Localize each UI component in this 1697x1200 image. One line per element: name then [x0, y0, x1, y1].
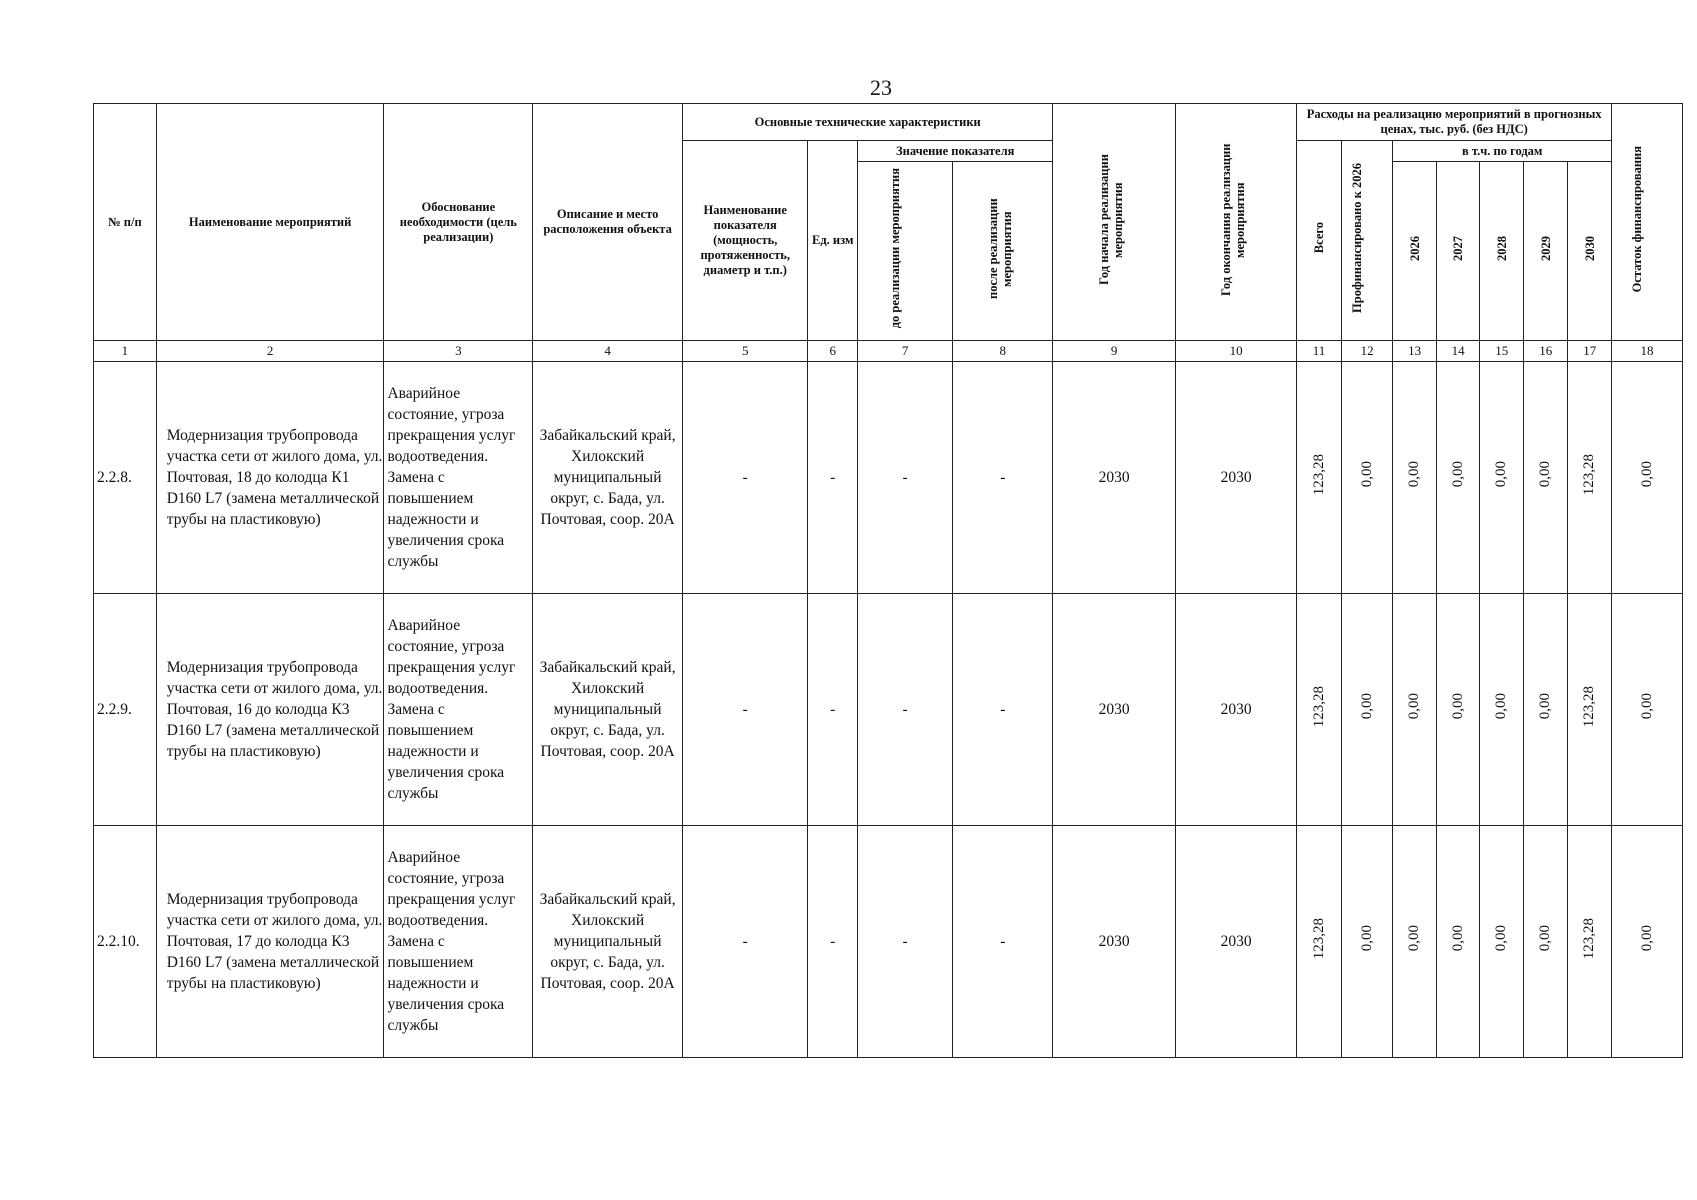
measure-location: Забайкальский край, Хилокский муниципальный округ, с. Бада, ул. Почтовая, соор. 20А — [533, 594, 683, 826]
header-costs-group: Расходы на реализацию мероприятий в прогнозных ценах, тыс. руб. (без НДС) — [1297, 104, 1612, 141]
start-year: 2030 — [1053, 594, 1175, 826]
cost-financed: 0,00 — [1341, 362, 1393, 594]
col-number: 9 — [1053, 341, 1175, 362]
cost-2027: 0,00 — [1436, 362, 1480, 594]
header-years-group: в т.ч. по годам — [1393, 141, 1612, 162]
header-col-11: Всего — [1297, 141, 1342, 341]
end-year: 2030 — [1175, 594, 1296, 826]
cost-2029: 0,00 — [1523, 594, 1568, 826]
header-col-4: Описание и место расположения объекта — [533, 104, 683, 341]
cost-remainder: 0,00 — [1612, 362, 1683, 594]
value-after: - — [953, 826, 1053, 1058]
value-before: - — [858, 594, 953, 826]
col-number: 11 — [1297, 341, 1342, 362]
row-number: 2.2.10. — [94, 826, 157, 1058]
col-number: 4 — [533, 341, 683, 362]
value-before: - — [858, 362, 953, 594]
measure-location: Забайкальский край, Хилокский муниципальный округ, с. Бада, ул. Почтовая, соор. 20А — [533, 362, 683, 594]
value-after: - — [953, 362, 1053, 594]
column-numbers-row — [94, 341, 1683, 362]
unit: - — [808, 362, 858, 594]
col-number: 18 — [1612, 341, 1683, 362]
value-after: - — [953, 594, 1053, 826]
table-row — [94, 362, 1683, 594]
cost-financed: 0,00 — [1341, 594, 1393, 826]
col-number: 14 — [1436, 341, 1480, 362]
header-col-15: 2028 — [1480, 162, 1524, 341]
cost-2030: 123,28 — [1568, 826, 1612, 1058]
header-col-6: Ед. изм — [808, 141, 858, 341]
cost-2027: 0,00 — [1436, 826, 1480, 1058]
header-tech-group: Основные технические характеристики — [682, 104, 1052, 141]
row-number: 2.2.9. — [94, 594, 157, 826]
header-col-2: Наименование мероприятий — [156, 104, 384, 341]
measure-reason: Аварийное состояние, угроза прекращения услуг водоотведения. Замена с повышением надежности и увеличения срока службы — [384, 362, 533, 594]
cost-total: 123,28 — [1297, 362, 1342, 594]
start-year: 2030 — [1053, 362, 1175, 594]
measure-location: Забайкальский край, Хилокский муниципальный округ, с. Бада, ул. Почтовая, соор. 20А — [533, 826, 683, 1058]
header-col-12: Профинансировано к 2026 — [1341, 141, 1393, 341]
cost-2029: 0,00 — [1523, 362, 1568, 594]
col-number: 10 — [1175, 341, 1296, 362]
col-number: 2 — [156, 341, 384, 362]
indicator-name: - — [682, 362, 807, 594]
page-number: 23 — [870, 75, 892, 100]
header-col-10: Год окончания реализации мероприятия — [1175, 104, 1296, 341]
col-number: 6 — [808, 341, 858, 362]
cost-2028: 0,00 — [1480, 362, 1524, 594]
header-col-18: Остаток финансирования — [1612, 104, 1683, 341]
value-before: - — [858, 826, 953, 1058]
col-number: 5 — [682, 341, 807, 362]
measure-name: Модернизация трубопровода участка сети от жилого дома, ул. Почтовая, 18 до колодца К1 D160 L7 (замена металлической трубы на пластиковую) — [156, 362, 384, 594]
cost-2027: 0,00 — [1436, 594, 1480, 826]
header-col-5: Наименование показателя (мощность, протяженность, диаметр и т.п.) — [682, 141, 807, 341]
col-number: 8 — [953, 341, 1053, 362]
header-col-17: 2030 — [1568, 162, 1612, 341]
cost-2029: 0,00 — [1523, 826, 1568, 1058]
col-number: 15 — [1480, 341, 1524, 362]
start-year: 2030 — [1053, 826, 1175, 1058]
col-number: 12 — [1341, 341, 1393, 362]
cost-2026: 0,00 — [1393, 362, 1437, 594]
indicator-name: - — [682, 826, 807, 1058]
cost-2030: 123,28 — [1568, 362, 1612, 594]
measure-reason: Аварийное состояние, угроза прекращения услуг водоотведения. Замена с повышением надежности и увеличения срока службы — [384, 594, 533, 826]
table-row — [94, 826, 1683, 1058]
col-number: 1 — [94, 341, 157, 362]
header-col-8: после реализации мероприятия — [953, 162, 1053, 341]
cost-remainder: 0,00 — [1612, 594, 1683, 826]
col-number: 16 — [1523, 341, 1568, 362]
header-col-9: Год начала реализации мероприятия — [1053, 104, 1175, 341]
cost-2026: 0,00 — [1393, 826, 1437, 1058]
measure-name: Модернизация трубопровода участка сети от жилого дома, ул. Почтовая, 17 до колодца К3 D160 L7 (замена металлической трубы на пластиковую) — [156, 826, 384, 1058]
col-number: 17 — [1568, 341, 1612, 362]
unit: - — [808, 826, 858, 1058]
cost-financed: 0,00 — [1341, 826, 1393, 1058]
col-number: 3 — [384, 341, 533, 362]
row-number: 2.2.8. — [94, 362, 157, 594]
cost-2026: 0,00 — [1393, 594, 1437, 826]
measure-reason: Аварийное состояние, угроза прекращения услуг водоотведения. Замена с повышением надежности и увеличения срока службы — [384, 826, 533, 1058]
header-col-16: 2029 — [1523, 162, 1568, 341]
cost-2030: 123,28 — [1568, 594, 1612, 826]
header-row-1 — [94, 104, 1683, 141]
cost-total: 123,28 — [1297, 594, 1342, 826]
cost-2028: 0,00 — [1480, 826, 1524, 1058]
header-col-7: до реализации мероприятия — [858, 162, 953, 341]
unit: - — [808, 594, 858, 826]
cost-total: 123,28 — [1297, 826, 1342, 1058]
measure-name: Модернизация трубопровода участка сети от жилого дома, ул. Почтовая, 16 до колодца К3 D160 L7 (замена металлической трубы на пластиковую) — [156, 594, 384, 826]
header-col-1: № п/п — [94, 104, 157, 341]
indicator-name: - — [682, 594, 807, 826]
end-year: 2030 — [1175, 826, 1296, 1058]
table-row — [94, 594, 1683, 826]
col-number: 7 — [858, 341, 953, 362]
col-number: 13 — [1393, 341, 1437, 362]
header-value-group: Значение показателя — [858, 141, 1053, 162]
cost-remainder: 0,00 — [1612, 826, 1683, 1058]
header-col-14: 2027 — [1436, 162, 1480, 341]
header-col-13: 2026 — [1393, 162, 1437, 341]
investment-table — [93, 103, 1683, 1058]
cost-2028: 0,00 — [1480, 594, 1524, 826]
header-col-3: Обоснование необходимости (цель реализации) — [384, 104, 533, 341]
end-year: 2030 — [1175, 362, 1296, 594]
